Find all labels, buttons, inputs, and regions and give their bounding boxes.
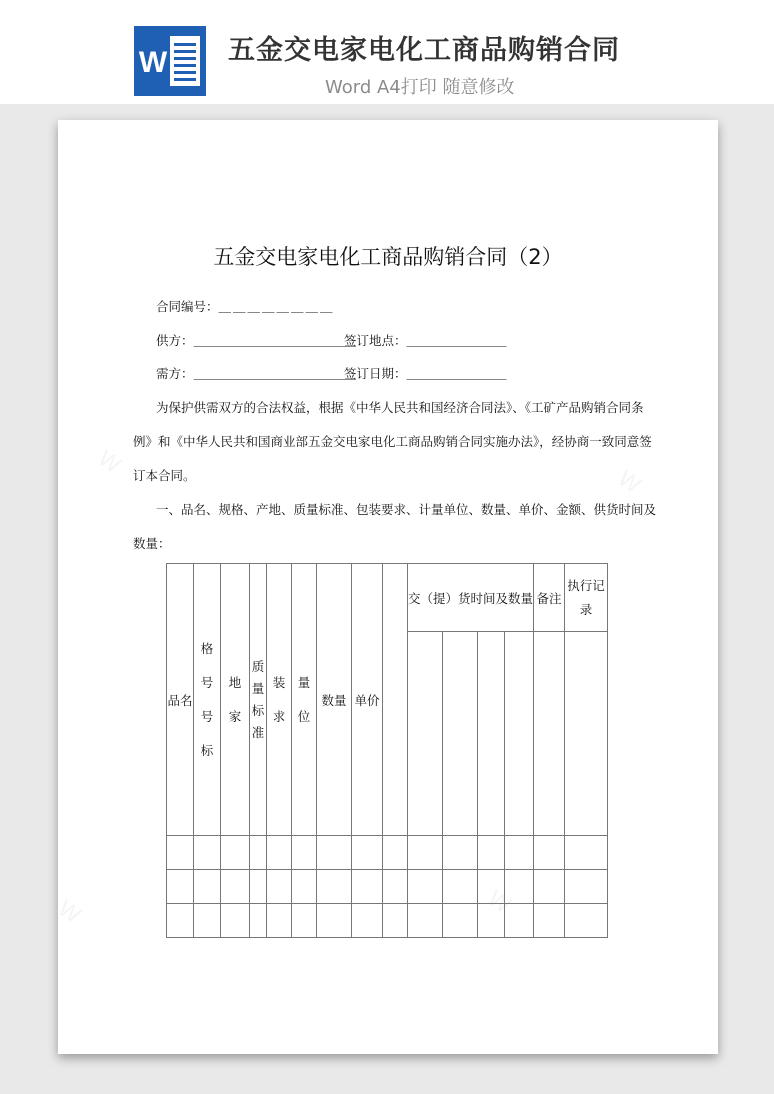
sign-date-line <box>344 364 507 382</box>
sign-place-line <box>344 331 507 349</box>
table-row <box>167 836 608 870</box>
header-cell-origin: 地 家 <box>221 564 250 836</box>
contract-number-blank: ＿＿＿＿＿＿＿＿ <box>218 299 335 314</box>
sign-place-blank: ＿＿＿＿＿＿＿＿ <box>406 333 507 348</box>
app-header <box>0 0 774 118</box>
word-icon <box>134 26 206 96</box>
header-cell-package: 装 求 <box>267 564 292 836</box>
header-cell-quality: 质 量 标 准 <box>250 564 267 836</box>
paragraph-line: 为保护供需双方的合法权益，根据《中华人民共和国经济合同法》、《工矿产品购销合同条 <box>156 400 644 415</box>
header-cell-quantity: 数量 <box>317 564 352 836</box>
contract-number-line <box>156 297 335 315</box>
document-title: 五金交电家电化工商品购销合同（2） <box>213 245 563 269</box>
buyer-line <box>156 364 356 382</box>
watermark <box>93 446 125 479</box>
delivery-subcell <box>443 632 478 836</box>
record-subcell <box>565 632 608 836</box>
header-cell-record: 执行记 录 <box>565 564 608 632</box>
delivery-subcell <box>408 632 443 836</box>
watermark <box>53 896 85 929</box>
section-heading-line: 数量： <box>133 536 171 551</box>
watermark <box>613 466 645 499</box>
header-cell-name: 品名 <box>167 564 194 836</box>
word-icon-letter: W <box>138 46 168 79</box>
sign-date-label: 签订日期： <box>344 366 407 381</box>
header-cell-unit: 量 位 <box>292 564 317 836</box>
table-row <box>167 904 608 938</box>
contract-number-label: 合同编号： <box>156 299 219 314</box>
buyer-blank: ＿＿＿＿＿＿＿＿＿＿＿＿＿ <box>193 366 357 381</box>
goods-table <box>166 563 608 938</box>
buyer-label: 需方： <box>156 366 194 381</box>
document-page <box>58 120 718 1054</box>
sign-place-label: 签订地点： <box>344 333 407 348</box>
app-subtitle: Word A4打印 随意修改 <box>325 77 515 98</box>
supplier-blank: ＿＿＿＿＿＿＿＿＿＿＿＿＿ <box>193 333 357 348</box>
delivery-subcell <box>505 632 534 836</box>
remark-subcell <box>534 632 565 836</box>
sign-date-blank: ＿＿＿＿＿＿＿＿ <box>406 366 507 381</box>
paragraph-line: 订本合同。 <box>133 468 196 483</box>
section-heading-line: 一、品名、规格、产地、质量标准、包装要求、计量单位、数量、单价、金额、供货时间及 <box>156 502 657 517</box>
header-cell-remark: 备注 <box>534 564 565 632</box>
table-row <box>167 870 608 904</box>
header-cell-amount <box>383 564 408 836</box>
paragraph-line: 例》和《中华人民共和国商业部五金交电家电化工商品购销合同实施办法》，经协商一致同意签 <box>133 434 652 449</box>
supplier-line <box>156 331 356 349</box>
header-cell-spec: 格 号 号 标 <box>194 564 221 836</box>
header-cell-delivery: 交（提）货时间及数量 <box>408 564 534 632</box>
supplier-label: 供方： <box>156 333 194 348</box>
app-title: 五金交电家电化工商品购销合同 <box>228 35 620 66</box>
delivery-subcell <box>478 632 505 836</box>
header-cell-price: 单价 <box>352 564 383 836</box>
